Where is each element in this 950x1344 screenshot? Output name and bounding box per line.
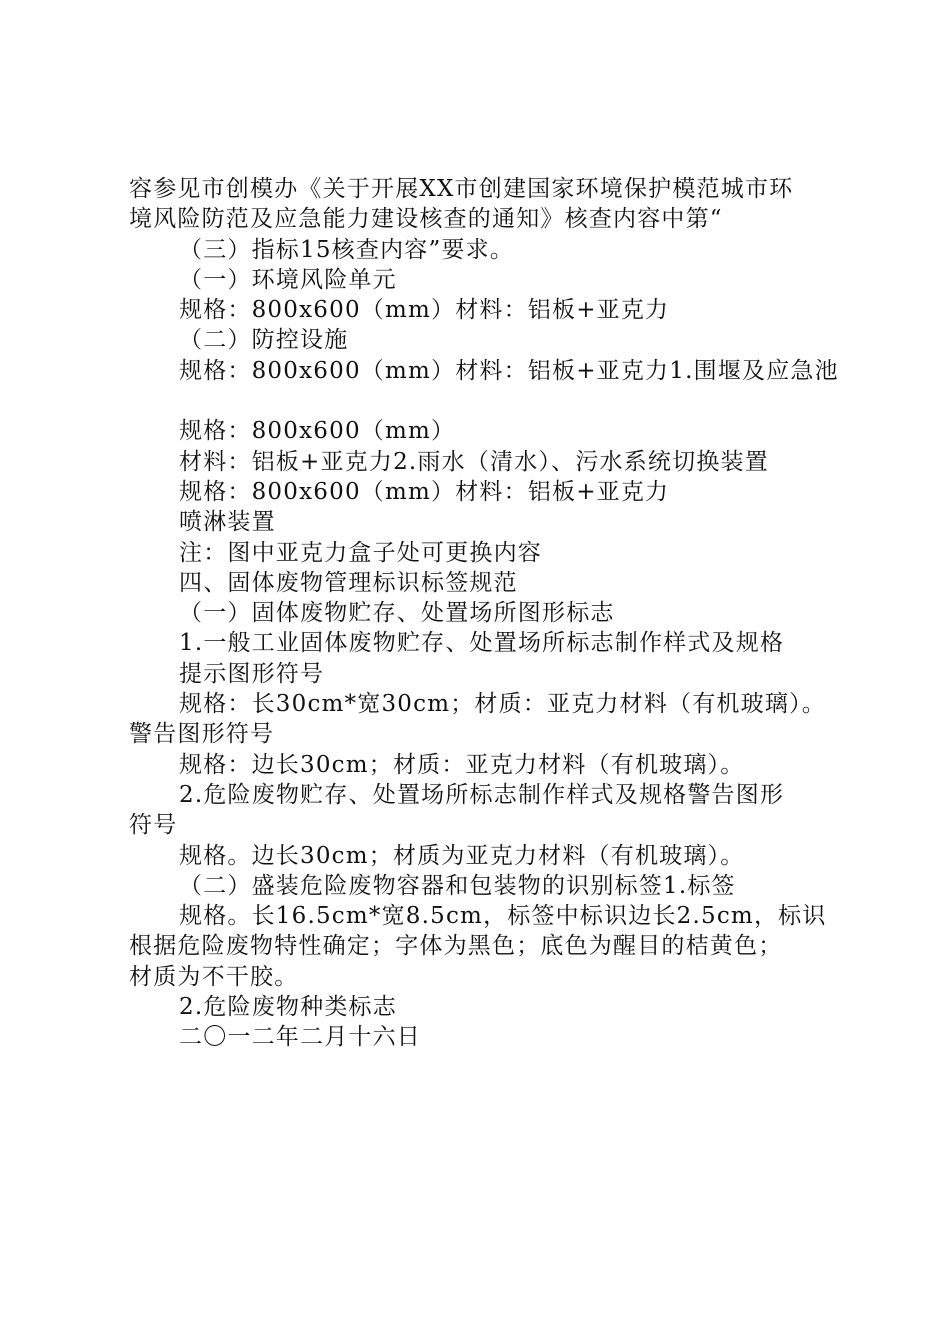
text-line: 符号	[129, 812, 178, 839]
text-line: 容参见市创模办《关于开展XX市创建国家环境保护模范城市环	[129, 176, 794, 202]
text-line: 提示图形符号	[179, 660, 325, 687]
text-line: 2.危险废物种类标志	[179, 994, 397, 1021]
section-heading: （二）防控设施	[179, 327, 349, 354]
text-line: （三）指标15核查内容”要求。	[179, 236, 515, 263]
section-heading: （二）盛装危险废物容器和包装物的识别标签1.标签	[179, 872, 736, 899]
text-line: 材料：铝板+亚克力2.雨水（清水）、污水系统切换装置	[179, 448, 769, 475]
blank-line	[129, 386, 834, 416]
section-heading: （一）固体废物贮存、处置场所图形标志	[179, 600, 615, 627]
section-heading: （一）环境风险单元	[179, 266, 397, 293]
text-line: 规格。边长30cm；材质为亚克力材料（有机玻璃）。	[179, 842, 745, 869]
text-line: 1.一般工业固体废物贮存、处置场所标志制作样式及规格	[179, 630, 785, 657]
text-line: 喷淋装置	[179, 509, 276, 536]
text-line: 规格：边长30cm；材质：亚克力材料（有机玻璃）。	[179, 751, 745, 778]
section-heading: 四、固体废物管理标识标签规范	[179, 569, 518, 596]
text-line: 规格：800x600（mm）材料：铝板+亚克力1.围堰及应急池	[179, 357, 839, 384]
text-line: 境风险防范及应急能力建设核查的通知》核查内容中第“	[129, 206, 723, 233]
text-line: 规格：800x600（mm）	[179, 418, 456, 445]
text-line: 2.危险废物贮存、处置场所标志制作样式及规格警告图形	[179, 781, 785, 808]
date-line: 二〇一二年二月十六日	[179, 1024, 421, 1051]
text-line: 警告图形符号	[129, 721, 275, 748]
text-line: 规格。长16.5cm*宽8.5cm，标签中标识边长2.5cm，标识	[179, 903, 827, 930]
text-line: 根据危险废物特性确定；字体为黑色；底色为醒目的桔黄色；	[129, 933, 783, 960]
text-line: 规格：800x600（mm）材料：铝板+亚克力	[179, 297, 670, 324]
text-line: 规格：800x600（mm）材料：铝板+亚克力	[179, 478, 670, 505]
text-line: 规格：长30cm*宽30cm；材质：亚克力材料（有机玻璃）。	[179, 691, 826, 718]
note-line: 注：图中亚克力盒子处可更换内容	[179, 539, 542, 566]
document-body	[129, 174, 839, 1053]
text-line: 材质为不干胶。	[129, 963, 299, 990]
